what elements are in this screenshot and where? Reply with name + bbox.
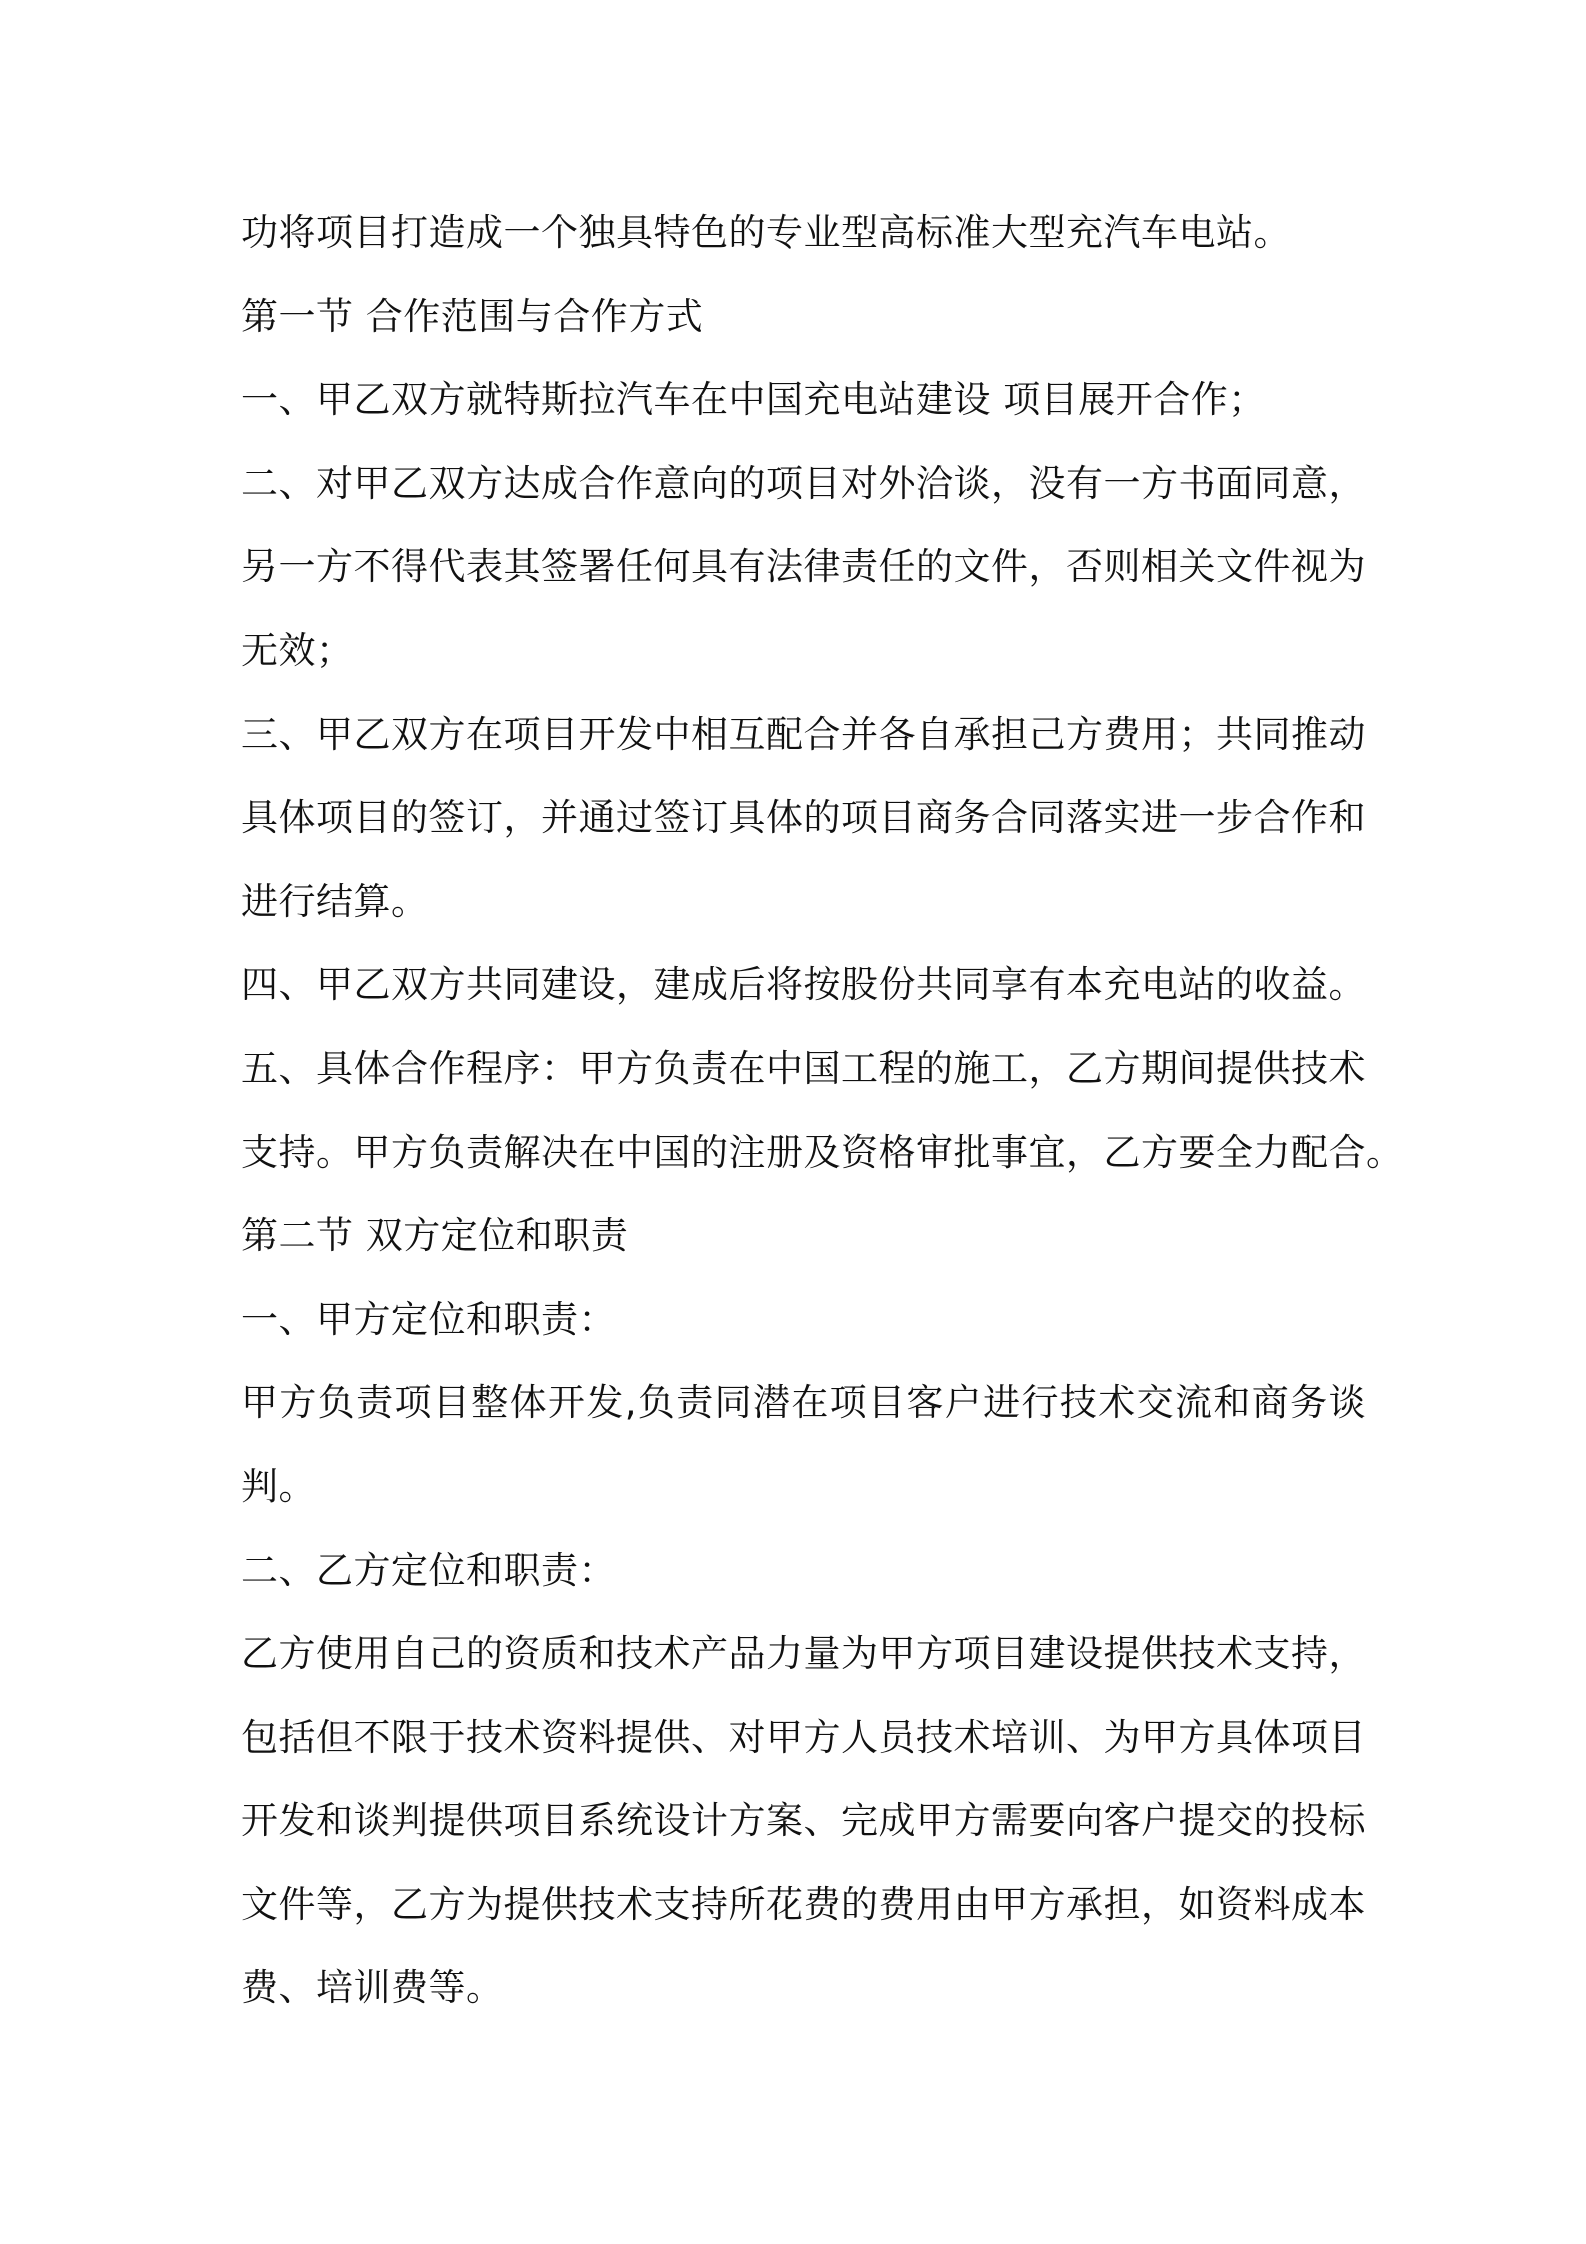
text-line: 四、甲乙双方共同建设，建成后将按股份共同享有本充电站的收益。 bbox=[241, 963, 1366, 1007]
document-body bbox=[241, 191, 1404, 2030]
text-line: 支持。甲方负责解决在中国的注册及资格审批事宜，乙方要全力配合。 bbox=[241, 1130, 1404, 1174]
text-line: 三、甲乙双方在项目开发中相互配合并各自承担己方费用；共同推动 bbox=[241, 712, 1366, 756]
section-heading: 第二节 双方定位和职责 bbox=[241, 1214, 629, 1258]
text-line: 二、对甲乙双方达成合作意向的项目对外洽谈，没有一方书面同意， bbox=[241, 461, 1366, 505]
text-line: 一、甲乙双方就特斯拉汽车在中国充电站建设 项目展开合作； bbox=[241, 378, 1266, 422]
subsection-heading: 二、乙方定位和职责： bbox=[241, 1548, 616, 1592]
text-line: 进行结算。 bbox=[241, 879, 429, 923]
text-line: 具体项目的签订，并通过签订具体的项目商务合同落实进一步合作和 bbox=[241, 796, 1366, 840]
text-line: 判。 bbox=[241, 1464, 316, 1508]
text-line: 包括但不限于技术资料提供、对甲方人员技术培训、为甲方具体项目 bbox=[241, 1715, 1366, 1759]
text-line: 文件等，乙方为提供技术支持所花费的费用由甲方承担，如资料成本 bbox=[241, 1882, 1366, 1926]
text-line: 五、具体合作程序：甲方负责在中国工程的施工，乙方期间提供技术 bbox=[241, 1046, 1366, 1090]
text-line: 另一方不得代表其签署任何具有法律责任的文件，否则相关文件视为 bbox=[241, 545, 1366, 589]
subsection-heading: 一、甲方定位和职责： bbox=[241, 1297, 616, 1341]
text-line: 甲方负责项目整体开发,负责同潜在项目客户进行技术交流和商务谈 bbox=[241, 1381, 1366, 1425]
section-heading: 第一节 合作范围与合作方式 bbox=[241, 294, 704, 338]
text-line: 开发和谈判提供项目系统设计方案、完成甲方需要向客户提交的投标 bbox=[241, 1799, 1366, 1843]
text-line: 费、培训费等。 bbox=[241, 1966, 504, 2010]
text-line: 无效； bbox=[241, 628, 354, 672]
text-line: 乙方使用自己的资质和技术产品力量为甲方项目建设提供技术支持， bbox=[241, 1632, 1366, 1676]
text-line: 功将项目打造成一个独具特色的专业型高标准大型充汽车电站。 bbox=[241, 211, 1291, 254]
